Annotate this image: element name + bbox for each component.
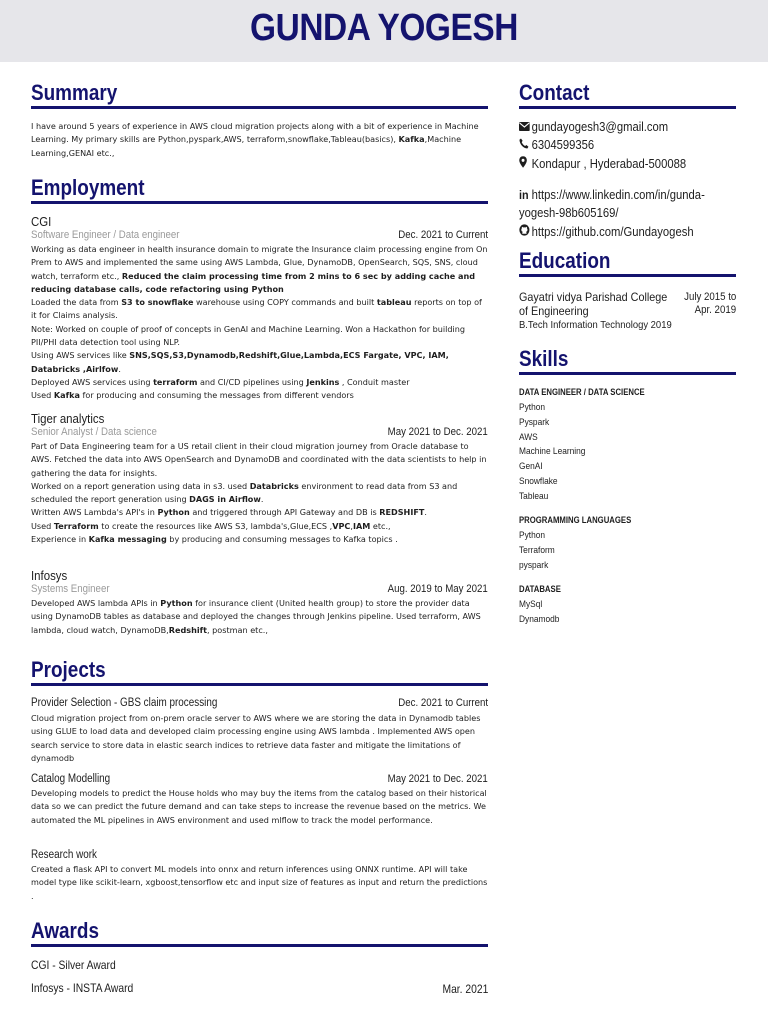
skill-item: Pyspark <box>519 417 550 428</box>
project-header <box>31 773 488 787</box>
summary-title: Summary <box>31 80 118 105</box>
awards-rule <box>31 944 488 947</box>
employment-rule <box>31 201 488 204</box>
contact-email[interactable] <box>519 120 668 134</box>
award-date: Mar. 2021 <box>442 982 488 996</box>
skill-item: Python <box>519 402 546 413</box>
contact-location <box>519 156 686 171</box>
skill-group-heading: DATA ENGINEER / DATA SCIENCE <box>519 387 645 397</box>
location-text: Kondapur , Hyderabad-500088 <box>531 157 687 171</box>
school-name-line2: of Engineering <box>519 304 589 318</box>
job-date: Aug. 2019 to May 2021 <box>387 583 488 595</box>
skill-item: Snowflake <box>519 476 558 487</box>
project-description: Developing models to predict the House holds who may buy the items from the catalog based on their historical data so we can predict the future demand and can take steps to increase the revenue based on the metrics. We automated the ML pipelines in AWS environment and used mlflow to track the model performance. <box>31 788 487 825</box>
job-company: CGI <box>31 214 52 229</box>
job-description: Working as data engineer in health insurance domain to migrate the Insurance claim processing engine from On Prem to AWS and implemented the same using AWS Lambda, Glue, DynamoDB, OpenSearch, SQS, SNS, cloud watch, terraform etc., Reduced the claim processing time from 2 mins to 6 sec by adding cache and reducing database calls, code refactoring using Python Loaded the data from S3 to snowflake warehouse using COPY commands and built tableau reports on top of it for Claims analysis. Note: Worked on couple of proof of concepts in GenAI and Machine Learning. Won a Hackathon for building PII/PHI data detection tool using NLP. Using AWS services like SNS,SQS,S3,Dynamodb,Redshift,Glue,Lambda,ECS Fargate, VPC, IAM, Databricks ,Airlfow. Deployed AWS services using terraform and CI/CD pipelines using Jenkins , Conduit master Used Kafka for producing and consuming the messages from different vendors <box>31 244 488 401</box>
skill-group-heading: DATABASE <box>519 584 561 594</box>
degree: B.Tech Information Technology 2019 <box>519 319 672 331</box>
education-date-line1: July 2015 to <box>683 291 736 303</box>
job-role: Software Engineer / Data engineer <box>31 229 180 241</box>
job-role-row <box>31 583 488 596</box>
job-date: May 2021 to Dec. 2021 <box>387 426 488 438</box>
skill-item: Dynamodb <box>519 614 560 625</box>
contact-linkedin-cont[interactable] <box>519 206 618 220</box>
linkedin-text-1: https://www.linkedin.com/in/gunda- <box>531 188 705 202</box>
linkedin-text-2: yogesh-98b605169/ <box>519 206 619 220</box>
job-company: Tiger analytics <box>31 411 105 426</box>
github-text: https://github.com/Gundayogesh <box>531 225 694 239</box>
school-name-line1: Gayatri vidya Parishad College <box>519 290 668 304</box>
email-text: gundayogesh3@gmail.com <box>531 120 669 134</box>
skill-item: Tableau <box>519 491 549 502</box>
project-description: Created a flask API to convert ML models into onnx and return inferences using ONNX runtime. API will take model type like scikit-learn, xgboost,tensorflow etc and input size of features as input and return the predictions . <box>31 864 488 901</box>
project-name: Provider Selection - GBS claim processing <box>31 697 218 709</box>
project-date: May 2021 to Dec. 2021 <box>387 773 488 785</box>
job-role-row <box>31 426 488 439</box>
job-description: Developed AWS lambda APIs in Python for insurance client (United health group) to store the provider data using DynamoDB tables as database and deployed the changes through Jenkins pipeline. Used terraform, AWS lambda, cloud watch, DynamoDB,Redshift, postman etc., <box>31 598 481 635</box>
contact-github[interactable] <box>519 224 694 239</box>
skill-item: GenAI <box>519 461 543 472</box>
contact-phone[interactable] <box>519 138 594 152</box>
award-item: Infosys - INSTA Award <box>31 981 134 995</box>
education-date-line2: Apr. 2019 <box>694 304 736 316</box>
projects-rule <box>31 683 488 686</box>
projects-title: Projects <box>31 657 106 682</box>
contact-linkedin[interactable] <box>519 188 705 202</box>
project-header <box>31 849 488 863</box>
job-role: Systems Engineer <box>31 583 110 595</box>
location-pin-icon <box>519 156 532 171</box>
skill-group-heading: PROGRAMMING LANGUAGES <box>519 515 632 525</box>
job-date: Dec. 2021 to Current <box>398 229 488 241</box>
candidate-name: GUNDA YOGESH <box>250 7 518 49</box>
skill-item: pyspark <box>519 560 549 571</box>
skill-item: Python <box>519 530 546 541</box>
project-header <box>31 697 488 711</box>
job-description: Part of Data Engineering team for a US retail client in their cloud migration journey from Oracle database to AWS. Fetched the data into AWS OpenSearch and DynamoDB and coordinated with the data scientists to help in gathering the data for insights. Worked on a report generation using data in s3. used Databricks environment to read data from S3 and scheduled the report generation using DAGS in Airflow. Written AWS Lambda's API's in Python and triggered through API Gateway and DB is REDSHIFT. Used Terraform to create the resources like AWS S3, lambda's,Glue,ECS ,VPC,IAM etc., Experience in Kafka messaging by producing and consuming messages to Kafka topics . <box>31 441 487 545</box>
contact-title: Contact <box>519 80 590 105</box>
project-description: Cloud migration project from on-prem oracle server to AWS where we are storing the data in Dynamodb tables using GLUE to load data and developed claim processing engine using AWS lambda . Implemented AWS open search service to store data in elastic search indices to retrieve data faster and mitigate the limitations of dynamodb <box>31 713 481 763</box>
awards-title: Awards <box>31 918 100 943</box>
summary-text: I have around 5 years of experience in AWS cloud migration projects along with a bit of experience in Machine Learning. My primary skills are Python,pyspark,AWS, terraform,snowflake,Tableau(basics), Kafka,Machine Learning,GENAI etc., <box>31 121 479 158</box>
job-company: Infosys <box>31 568 68 583</box>
project-name: Catalog Modelling <box>31 773 111 785</box>
job-role: Senior Analyst / Data science <box>31 426 157 438</box>
award-item: CGI - Silver Award <box>31 958 116 972</box>
project-name: Research work <box>31 849 97 861</box>
phone-icon <box>519 138 532 152</box>
employment-title: Employment <box>31 175 145 200</box>
envelope-icon <box>519 122 532 134</box>
job-role-row <box>31 229 488 242</box>
skill-item: Terraform <box>519 545 555 556</box>
skill-item: MySql <box>519 599 543 610</box>
project-date: Dec. 2021 to Current <box>398 697 488 709</box>
summary-rule <box>31 106 488 109</box>
education-rule <box>519 274 736 277</box>
education-title: Education <box>519 248 611 273</box>
skills-title: Skills <box>519 346 569 371</box>
skill-item: Machine Learning <box>519 446 586 457</box>
skill-item: AWS <box>519 432 538 443</box>
phone-text: 6304599356 <box>531 138 595 152</box>
contact-rule <box>519 106 736 109</box>
linkedin-icon: in <box>519 188 529 202</box>
skills-rule <box>519 372 736 375</box>
github-icon <box>519 224 532 239</box>
